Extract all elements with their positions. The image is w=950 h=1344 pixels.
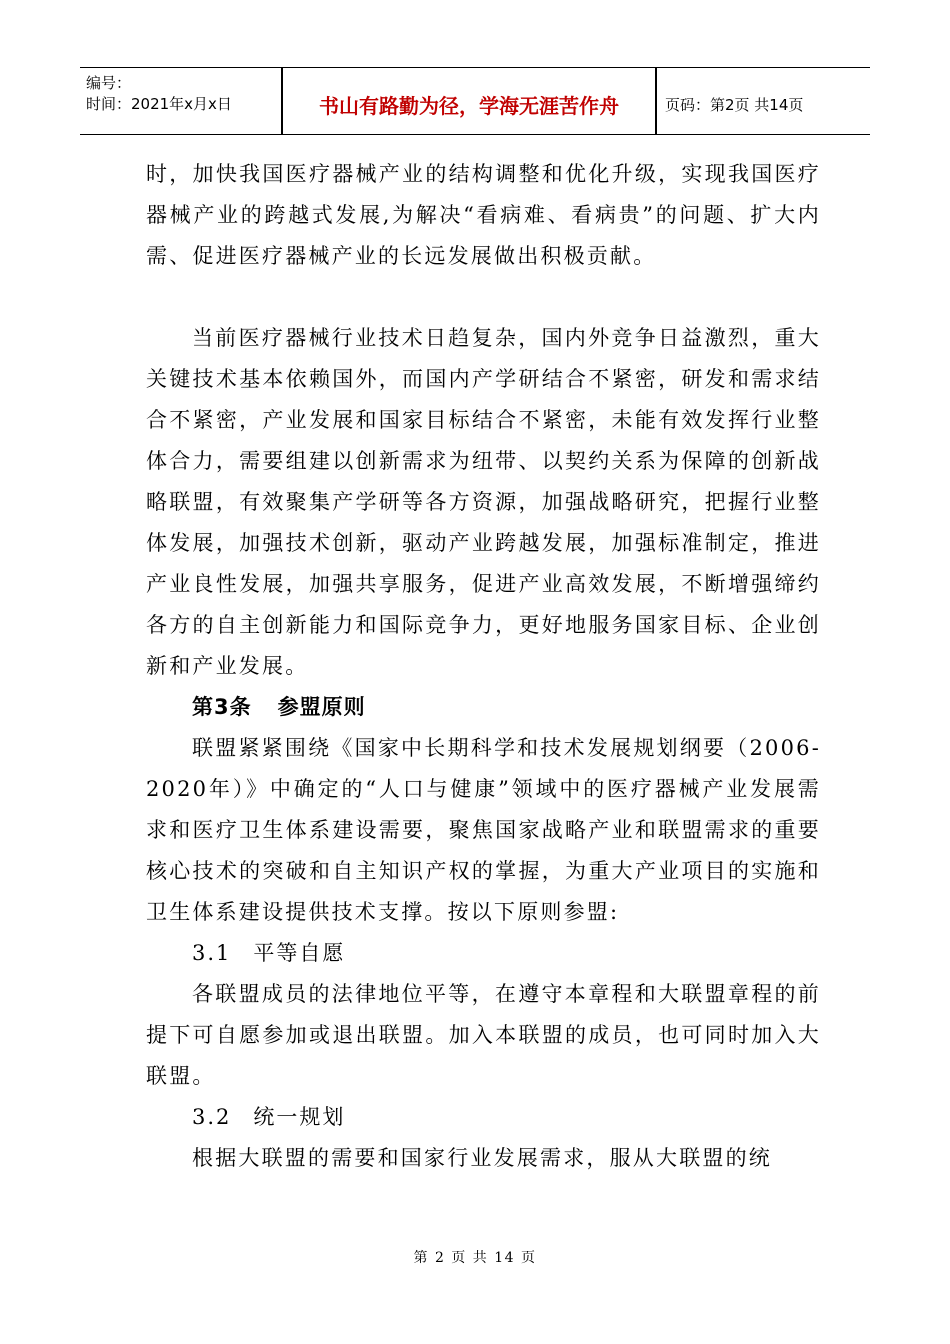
article-title: 参盟原则 xyxy=(277,695,366,719)
paragraph-gap xyxy=(146,277,821,318)
article-number: 第3条 xyxy=(192,695,252,719)
section-3-2-number: 3.2 xyxy=(192,1105,232,1129)
document-number-label: 编号： xyxy=(86,74,132,92)
paragraph-1: 时，加快我国医疗器械产业的结构调整和优化升级，实现我国医疗器械产业的跨越式发展,为解决“看病难、看病贵”的问题、扩大内需、促进医疗器械产业的长远发展做出积极贡献。 xyxy=(146,162,821,268)
document-body xyxy=(146,154,821,1179)
section-3-1-title: 平等自愿 xyxy=(253,941,346,965)
header-divider-right xyxy=(655,68,657,134)
section-3-2-title: 统一规划 xyxy=(253,1105,346,1129)
paragraph-3: 联盟紧紧围绕《国家中长期科学和技术发展规划纲要（2006-2020年）》中确定的“人口与健康”领域中的医疗器械产业发展需求和医疗卫生体系建设需要，聚焦国家战略产业和联盟需求的重要核心技术的突破和自主知识产权的掌握，为重大产业项目的实施和卫生体系建设提供技术支撑。按以下原则参盟: xyxy=(146,736,821,924)
page-footer: 第 2 页 共 14 页 xyxy=(413,1250,537,1266)
section-3-1-number: 3.1 xyxy=(192,941,232,965)
article-heading xyxy=(146,687,821,728)
section-3-1-heading xyxy=(146,933,821,974)
page-header xyxy=(80,67,870,135)
section-3-2-heading xyxy=(146,1097,821,1138)
header-page-info: 页码：第2页 共14页 xyxy=(665,95,804,114)
paragraph-4: 各联盟成员的法律地位平等，在遵守本章程和大联盟章程的前提下可自愿参加或退出联盟。加入本联盟的成员，也可同时加入大联盟。 xyxy=(146,982,821,1088)
paragraph-2: 当前医疗器械行业技术日趋复杂，国内外竞争日益激烈，重大关键技术基本依赖国外，而国内产学研结合不紧密，研发和需求结合不紧密，产业发展和国家目标结合不紧密，未能有效发挥行业整体合力，需要组建以创新需求为纽带、以契约关系为保障的创新战略联盟，有效聚集产学研等各方资源，加强战略研究，把握行业整体发展，加强技术创新，驱动产业跨越发展，加强标准制定，推进产业良性发展，加强共享服务，促进产业高效发展，不断增强缔约各方的自主创新能力和国际竞争力，更好地服务国家目标、企业创新和产业发展。 xyxy=(146,326,821,678)
header-motto: 书山有路勤为径，学海无涯苦作舟 xyxy=(319,93,619,118)
document-time-label: 时间：2021年x月x日 xyxy=(86,95,232,113)
header-meta xyxy=(86,73,232,115)
paragraph-5: 根据大联盟的需要和国家行业发展需求，服从大联盟的统 xyxy=(192,1146,772,1170)
